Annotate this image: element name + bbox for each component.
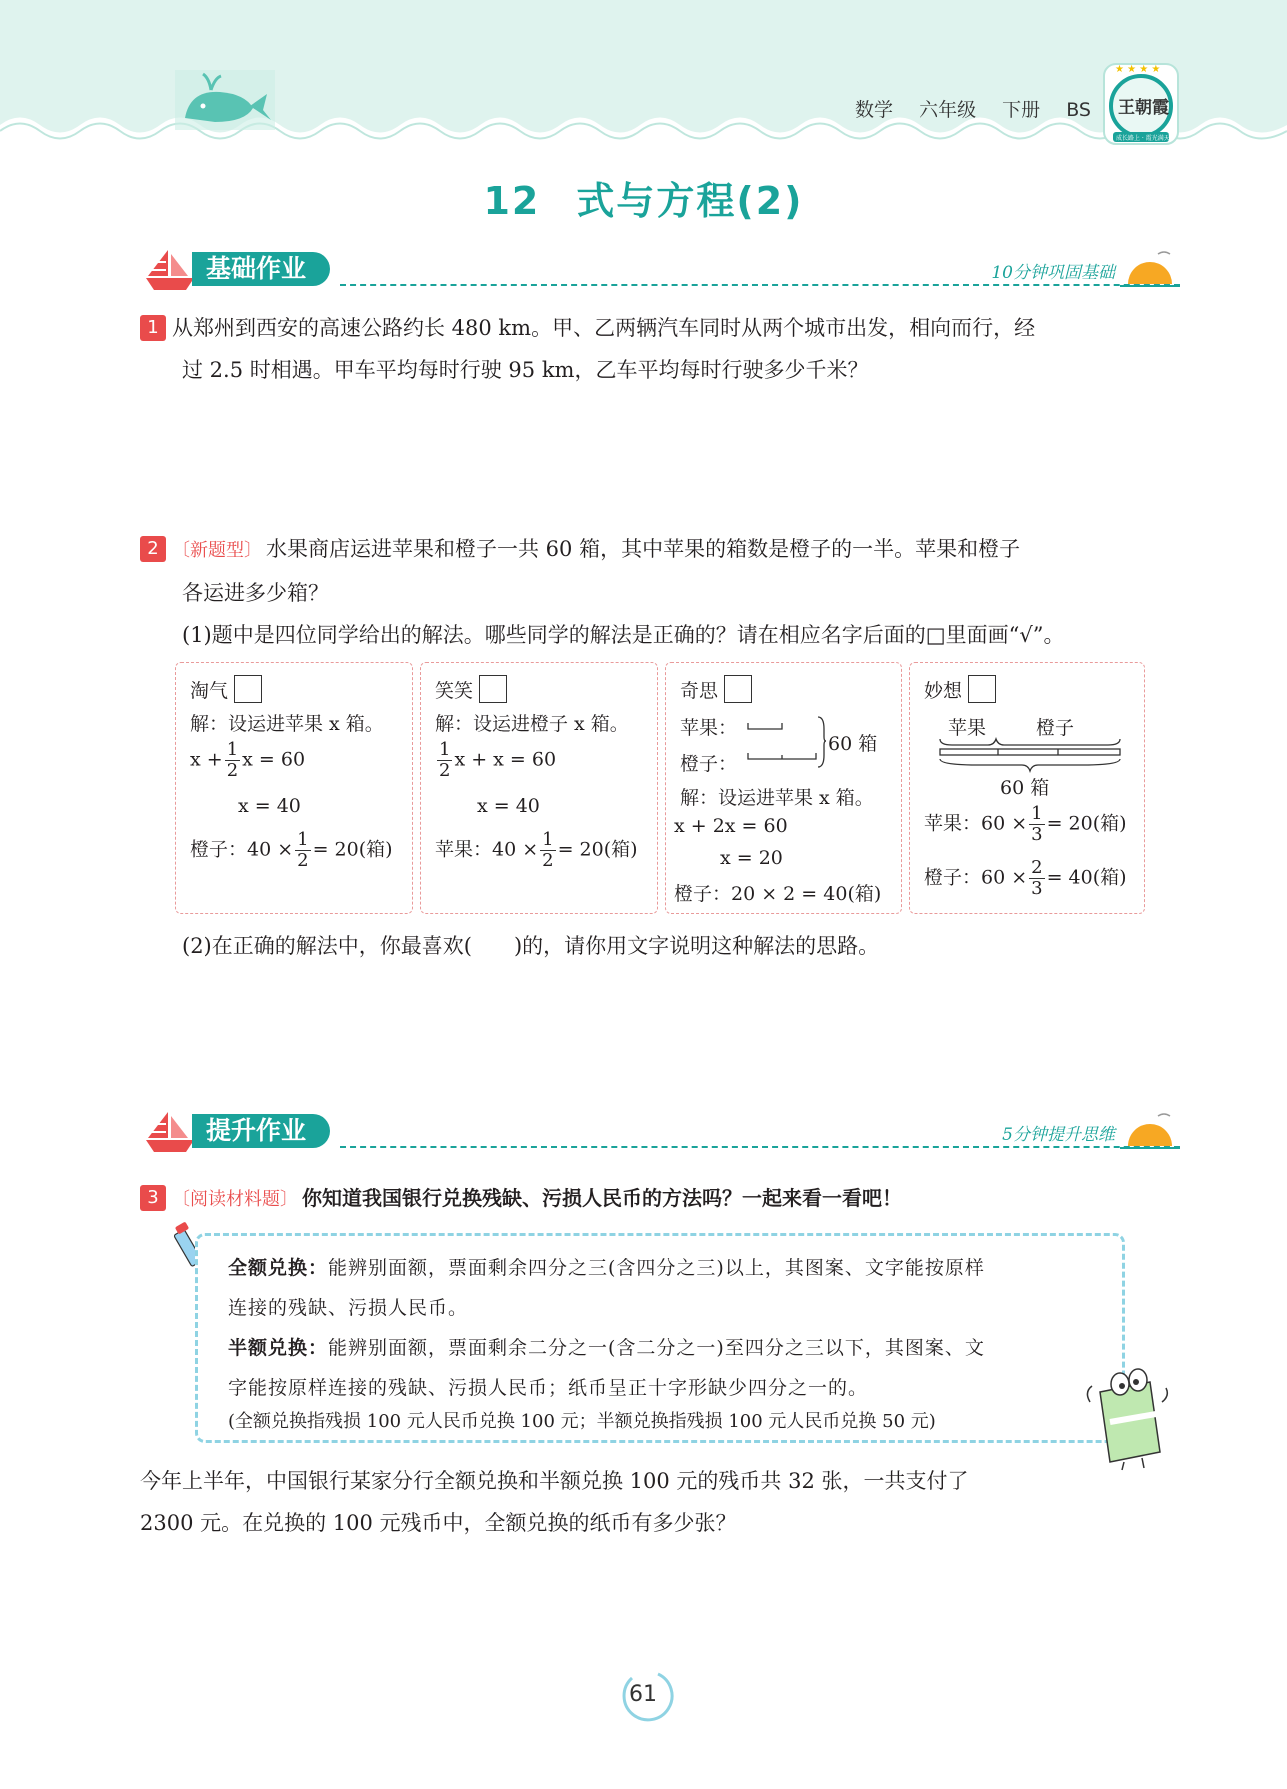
reading-material-box [195, 1233, 1125, 1443]
check-box[interactable] [968, 675, 996, 703]
lesson-number: 12 [483, 179, 541, 223]
card-answer: 苹果：40 × $\frac{1}{2}$ = 20(箱) [435, 829, 638, 871]
card-equation: x + $\frac{1}{2}$ x = 60 [190, 739, 306, 781]
svg-text:王朝霞: 王朝霞 [1118, 98, 1169, 118]
fraction: $\frac{1}{3}$ [1031, 803, 1043, 845]
card-line: 解：设运进橙子 x 箱。 [435, 713, 629, 735]
total-label: 60 箱 [828, 733, 878, 755]
question-1 [140, 307, 1180, 391]
apple-label: 苹果： [680, 717, 738, 739]
sailboat-icon [140, 248, 200, 292]
sailboat-icon [140, 1110, 200, 1154]
q3-problem [140, 1460, 1180, 1544]
whale-icon [175, 70, 275, 130]
question-2 [140, 528, 1180, 656]
q2-text-line1: 水果商店运进苹果和橙子一共 60 箱，其中苹果的箱数是橙子的一半。苹果和橙子 [266, 537, 1021, 561]
check-box[interactable] [724, 675, 752, 703]
divider [340, 1146, 1180, 1148]
fraction: $\frac{1}{2}$ [226, 739, 239, 781]
subject-label: 数学 [855, 99, 894, 121]
full-exchange-line1: 全额兑换：能辨别面额，票面剩余四分之三(含四分之三)以上，其图案、文字能按原样 [228, 1257, 985, 1279]
half-exchange-line2: 字能按原样连接的残缺、污损人民币；纸币呈正十字形缺少四分之一的。 [228, 1377, 869, 1399]
section-advanced-label: 提升作业 [192, 1114, 330, 1148]
question-number: 1 [140, 315, 166, 341]
exchange-note: (全额兑换指残损 100 元人民币兑换 100 元；半额兑换指残损 100 元人民币兑换 50 元) [228, 1411, 936, 1432]
mascot-icon [1080, 1362, 1170, 1472]
book-meta [855, 95, 1091, 122]
section-advanced [140, 1110, 1180, 1154]
total-label: 60 箱 [1000, 777, 1050, 799]
sunrise-icon [1120, 1110, 1180, 1150]
q2-sub2: (2)在正确的解法中，你最喜欢( )的，请你用文字说明这种解法的思路。 [182, 934, 880, 958]
fraction: $\frac{1}{2}$ [542, 829, 554, 871]
q1-text-line2: 过 2.5 时相遇。甲车平均每时行驶 95 km，乙车平均每时行驶多少千米？ [182, 358, 869, 382]
sunrise-icon [1120, 248, 1180, 288]
q3-problem-line2: 2300 元。在兑换的 100 元残币中，全额兑换的纸币有多少张？ [140, 1511, 737, 1535]
orange-label: 橙子 [1036, 717, 1075, 739]
solution-card-qisi [665, 662, 902, 914]
question-3 [140, 1177, 1180, 1221]
card-line: x = 40 [238, 795, 301, 817]
card-answer: 橙子：20 × 2 = 40(箱) [674, 883, 882, 905]
apple-label: 苹果 [948, 717, 987, 739]
section-basic-note: 10分钟巩固基础 [991, 263, 1115, 283]
orange-label: 橙子： [680, 753, 738, 775]
q2-text-line2: 各运进多少箱？ [182, 581, 329, 605]
divider [340, 284, 1180, 286]
grade-label: 六年级 [919, 99, 977, 121]
card-answer: 橙子：40 × $\frac{1}{2}$ = 20(箱) [190, 829, 393, 871]
question-number: 3 [140, 1185, 166, 1211]
question-tag: 〔新题型〕 [172, 540, 262, 561]
card-answer: 橙子：60 × $\frac{2}{3}$ = 40(箱) [924, 857, 1127, 899]
check-box[interactable] [479, 675, 507, 703]
card-answer: 苹果：60 × $\frac{1}{3}$ = 20(箱) [924, 803, 1127, 845]
fraction: $\frac{2}{3}$ [1031, 857, 1043, 899]
card-line: x + 2x = 60 [674, 815, 788, 837]
check-box[interactable] [234, 675, 262, 703]
segment-diagram [938, 737, 1122, 773]
solution-card-taoqi [175, 662, 413, 914]
solution-card-xiaoxiao [420, 662, 658, 914]
card-name: 淘气 [190, 675, 262, 703]
section-advanced-note: 5分钟提升思维 [1002, 1125, 1115, 1145]
segment-diagram [746, 715, 826, 775]
card-name: 妙想 [924, 675, 996, 703]
full-exchange-line2: 连接的残缺、污损人民币。 [228, 1297, 469, 1319]
q3-problem-line1: 今年上半年，中国银行某家分行全额兑换和半额兑换 100 元的残币共 32 张，一共支付了 [140, 1469, 969, 1493]
card-name: 奇思 [680, 675, 752, 703]
card-equation: $\frac{1}{2}$ x + x = 60 [439, 739, 557, 781]
section-basic-label: 基础作业 [192, 252, 330, 286]
card-line: x = 40 [477, 795, 540, 817]
card-line: 解：设运进苹果 x 箱。 [680, 787, 874, 809]
card-line: x = 20 [720, 847, 783, 869]
volume-label: 下册 [1002, 99, 1041, 121]
half-exchange-line1: 半额兑换：能辨别面额，票面剩余二分之一(含二分之一)至四分之三以下，其图案、文 [228, 1337, 985, 1359]
svg-text:★ ★ ★ ★: ★ ★ ★ ★ [1115, 64, 1161, 75]
svg-text:成长路上 · 霞光满天: 成长路上 · 霞光满天 [1116, 135, 1170, 142]
q2-sub1: (1)题中是四位同学给出的解法。哪些同学的解法是正确的？请在相应名字后面的□里面画“√”。 [182, 623, 1065, 647]
q1-text-line1: 从郑州到西安的高速公路约长 480 km。甲、乙两辆汽车同时从两个城市出发，相向而行，经 [172, 316, 1036, 340]
solution-card-miaoxiang [909, 662, 1145, 914]
fraction: $\frac{1}{2}$ [439, 739, 451, 781]
question-number: 2 [140, 536, 166, 562]
page-number: 61 [629, 1682, 657, 1707]
lesson-name: 式与方程(2) [576, 179, 804, 223]
solution-cards [175, 662, 1145, 914]
q3-intro: 你知道我国银行兑换残缺、污损人民币的方法吗？一起来看一看吧！ [302, 1186, 902, 1210]
lesson-title [0, 170, 1287, 225]
edition-label: BS [1066, 99, 1091, 121]
question-tag: 〔阅读材料题〕 [172, 1189, 298, 1210]
fraction: $\frac{1}{2}$ [297, 829, 309, 871]
brand-logo [1100, 60, 1182, 148]
card-line: 解：设运进苹果 x 箱。 [190, 713, 384, 735]
card-name: 笑笑 [435, 675, 507, 703]
section-basic [140, 248, 1180, 292]
